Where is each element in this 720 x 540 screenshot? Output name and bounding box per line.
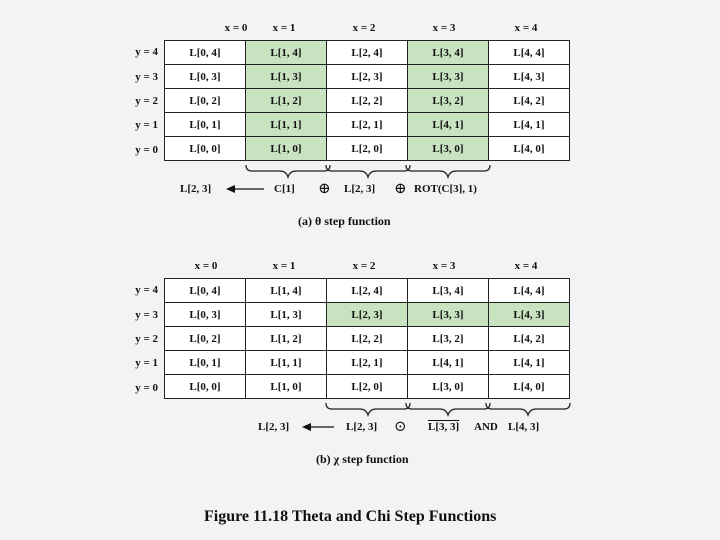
col-header: x = 3	[432, 22, 456, 34]
row-header: y = 2	[135, 95, 158, 107]
grid-cell: L[1, 0]	[246, 375, 327, 399]
grid-cell: L[1, 2]	[246, 327, 327, 351]
grid-cell: L[2, 3]	[327, 65, 408, 89]
equation-term: L[2, 3]	[344, 183, 376, 195]
grid-cell: L[0, 2]	[165, 89, 246, 113]
state-grid-b	[164, 278, 570, 399]
col-header: x = 2	[352, 260, 376, 272]
grid-cell: L[3, 4]	[408, 279, 489, 303]
row-header: y = 1	[135, 119, 158, 131]
row-header: y = 1	[135, 357, 158, 369]
grid-cell: L[2, 0]	[327, 375, 408, 399]
grid-cell-highlighted: L[1, 4]	[246, 41, 327, 65]
grid-cell-highlighted: L[2, 3]	[327, 303, 408, 327]
grid-cell-highlighted: L[1, 1]	[246, 113, 327, 137]
grid-cell: L[4, 1]	[489, 351, 570, 375]
row-header: y = 4	[135, 46, 158, 58]
xor-operator-icon: ⊕	[318, 181, 331, 197]
grid-cell: L[0, 0]	[165, 137, 246, 161]
grid-cell: L[0, 3]	[165, 65, 246, 89]
grid-cell-highlighted: L[1, 3]	[246, 65, 327, 89]
equation-term: L[4, 3]	[508, 421, 540, 433]
xnor-operator-icon: ⊙	[394, 419, 407, 435]
grid-row	[165, 113, 570, 137]
grid-cell: L[4, 4]	[489, 41, 570, 65]
grid-cell: L[0, 1]	[165, 113, 246, 137]
row-header: y = 4	[135, 284, 158, 296]
grid-cell-highlighted: L[3, 4]	[408, 41, 489, 65]
row-header: y = 0	[135, 144, 158, 156]
grid-cell: L[2, 4]	[327, 279, 408, 303]
grid-cell: L[0, 1]	[165, 351, 246, 375]
brace	[326, 403, 410, 415]
grid-cell: L[4, 1]	[408, 351, 489, 375]
grid-row	[165, 303, 570, 327]
grid-cell-highlighted: L[3, 0]	[408, 137, 489, 161]
grid-cell: L[0, 3]	[165, 303, 246, 327]
equation-term-negated: L[3, 3]	[428, 421, 460, 433]
grid-cell-highlighted: L[3, 3]	[408, 65, 489, 89]
state-grid-a	[164, 40, 570, 161]
row-header: y = 2	[135, 333, 158, 345]
col-header: x = 0	[194, 260, 218, 272]
col-header: x = 2	[352, 22, 376, 34]
grid-cell-highlighted: L[1, 0]	[246, 137, 327, 161]
grid-row	[165, 41, 570, 65]
grid-cell: L[0, 4]	[165, 279, 246, 303]
grid-cell: L[4, 3]	[489, 65, 570, 89]
grid-cell: L[2, 1]	[327, 351, 408, 375]
grid-cell-highlighted: L[4, 1]	[408, 113, 489, 137]
brace	[406, 403, 490, 415]
equation-term: ROT(C[3], 1)	[414, 183, 477, 195]
grid-cell-highlighted: L[3, 2]	[408, 89, 489, 113]
grid-row	[165, 351, 570, 375]
grid-cell: L[1, 4]	[246, 279, 327, 303]
grid-cell: L[4, 2]	[489, 327, 570, 351]
figure-title: Figure 11.18 Theta and Chi Step Functions	[204, 508, 497, 525]
column-braces-b	[0, 401, 720, 421]
grid-cell: L[4, 0]	[489, 375, 570, 399]
col-header: x = 4	[514, 260, 538, 272]
brace	[486, 403, 570, 415]
col-header: x = 0	[224, 22, 248, 34]
equation-term: C[1]	[274, 183, 295, 195]
grid-row	[165, 375, 570, 399]
equation-result: L[2, 3]	[180, 183, 212, 195]
grid-cell: L[1, 3]	[246, 303, 327, 327]
brace	[326, 165, 410, 177]
grid-cell: L[1, 1]	[246, 351, 327, 375]
grid-row	[165, 65, 570, 89]
grid-cell: L[2, 4]	[327, 41, 408, 65]
grid-row	[165, 89, 570, 113]
and-operator: AND	[474, 421, 498, 433]
grid-cell: L[0, 4]	[165, 41, 246, 65]
row-header: y = 0	[135, 382, 158, 394]
equation-term: L[2, 3]	[346, 421, 378, 433]
panel-caption: (a) θ step function	[298, 214, 391, 228]
grid-cell-highlighted: L[1, 2]	[246, 89, 327, 113]
grid-row	[165, 279, 570, 303]
col-header: x = 1	[272, 22, 296, 34]
grid-cell-highlighted: L[4, 3]	[489, 303, 570, 327]
xor-operator-icon: ⊕	[394, 181, 407, 197]
grid-row	[165, 137, 570, 161]
grid-cell: L[4, 2]	[489, 89, 570, 113]
grid-cell: L[3, 0]	[408, 375, 489, 399]
panel-caption: (b) χ step function	[316, 452, 409, 466]
grid-cell: L[2, 2]	[327, 89, 408, 113]
grid-cell: L[4, 1]	[489, 113, 570, 137]
col-header: x = 1	[272, 260, 296, 272]
grid-cell: L[2, 1]	[327, 113, 408, 137]
grid-cell: L[4, 4]	[489, 279, 570, 303]
equation-result: L[2, 3]	[258, 421, 290, 433]
grid-cell-highlighted: L[3, 3]	[408, 303, 489, 327]
row-header: y = 3	[135, 71, 158, 83]
col-header: x = 4	[514, 22, 538, 34]
row-header: y = 3	[135, 309, 158, 321]
grid-cell: L[2, 2]	[327, 327, 408, 351]
grid-cell: L[0, 0]	[165, 375, 246, 399]
left-arrow-icon	[226, 184, 266, 194]
grid-cell: L[0, 2]	[165, 327, 246, 351]
grid-row	[165, 327, 570, 351]
left-arrow-icon	[302, 422, 336, 432]
brace	[246, 165, 330, 177]
column-braces-a	[0, 163, 720, 183]
grid-cell: L[2, 0]	[327, 137, 408, 161]
grid-cell: L[3, 2]	[408, 327, 489, 351]
grid-cell: L[4, 0]	[489, 137, 570, 161]
brace	[406, 165, 490, 177]
col-header: x = 3	[432, 260, 456, 272]
